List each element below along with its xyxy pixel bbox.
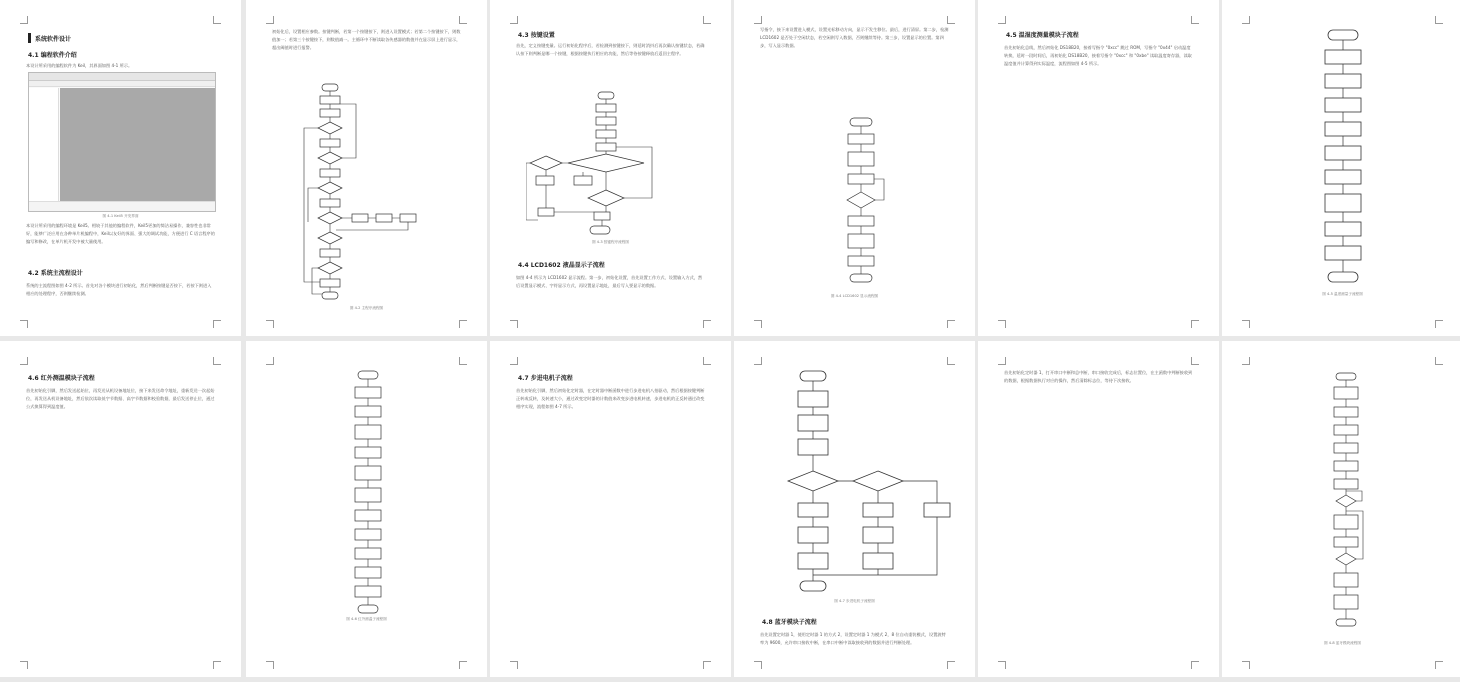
- chapter-heading: 系统软件设计: [35, 36, 72, 43]
- corner-mark: [266, 320, 274, 328]
- body-text: 首先初始化引脚，然后初始化定时器，在定时器中断函数中进行步进电机八拍驱动，然后根据按键判断正转或反转，及转速大小，通过改变定时器的计数值来改变步进电机转速，步进电机的正反转通过改变相序实现，流程如图 4-7 所示。: [516, 388, 705, 409]
- document-page-12[interactable]: [1222, 341, 1460, 677]
- lcd-flowchart-svg: [834, 116, 894, 296]
- document-page-6[interactable]: [1222, 0, 1460, 336]
- corner-mark: [998, 357, 1006, 365]
- corner-mark: [703, 661, 711, 669]
- temp-flowchart-svg: [1318, 28, 1368, 290]
- screenshot-statusbar: [29, 201, 215, 211]
- corner-mark: [947, 320, 955, 328]
- ir-flowchart: [350, 369, 386, 617]
- corner-mark: [20, 357, 28, 365]
- corner-mark: [1242, 16, 1250, 24]
- document-page-2[interactable]: [246, 0, 487, 336]
- corner-mark: [1435, 661, 1443, 669]
- figure-caption: 图 4-1 Keil5 开发界面: [102, 214, 139, 218]
- keil-screenshot: [28, 72, 216, 212]
- corner-mark: [947, 357, 955, 365]
- corner-mark: [1242, 357, 1250, 365]
- body-text: 写指令，接下来设置进入模式，设置光标移动方向，显示不发生移位。最后，进行清屏。第二步，检测 LCD1602 是否处于空闲状态，若空闲则写入数据，否则继续等待。第三步，设置显示的位置。第四步，写入显示数据。: [760, 27, 949, 48]
- heading-marker: [28, 33, 31, 43]
- main-flowchart: [296, 82, 436, 302]
- document-page-10[interactable]: [734, 341, 975, 677]
- document-page-3[interactable]: [490, 0, 731, 336]
- figure-caption: 图 4-6 红外测温子流程图: [346, 617, 387, 621]
- section-heading: 4.1 编程软件介绍: [28, 52, 77, 59]
- corner-mark: [754, 16, 762, 24]
- corner-mark: [998, 16, 1006, 24]
- corner-mark: [1435, 16, 1443, 24]
- corner-mark: [459, 16, 467, 24]
- corner-mark: [266, 357, 274, 365]
- corner-mark: [459, 357, 467, 365]
- corner-mark: [459, 320, 467, 328]
- corner-mark: [510, 357, 518, 365]
- corner-mark: [1435, 357, 1443, 365]
- corner-mark: [213, 16, 221, 24]
- body-text: 初始化后，设置相应参数。按键判断，若第一个按键按下，则进入设置模式；若第二个按键按下，则数值加一；若第三个按键按下，则数值减一。主循环中不断读取各传感器的数值并在显示屏上进行显示，超出阈值时进行报警。: [272, 29, 461, 50]
- screenshot-editor-area: [60, 88, 215, 201]
- corner-mark: [1191, 357, 1199, 365]
- body-text: 首先初始化引脚，然后发送起始位，再发送从机设备地址位，接下来发送命令地址，重新发送一次起始位，再发送从机设备地址，然后依次读取低字节数据、高字节数据和校验数据，最后发送停止位，通过公式换算得到温度值。: [26, 388, 215, 409]
- section-heading: 4.5 温湿度测量模块子流程: [1006, 32, 1079, 39]
- section-heading: 4.3 按键设置: [518, 32, 555, 39]
- section-heading: 4.4 LCD1602 液晶显示子流程: [518, 262, 605, 269]
- temp-flowchart: [1318, 28, 1368, 290]
- document-page-9[interactable]: [490, 341, 731, 677]
- corner-mark: [1242, 661, 1250, 669]
- document-page-11[interactable]: [978, 341, 1219, 677]
- key-flowchart-svg: [526, 90, 696, 240]
- corner-mark: [754, 357, 762, 365]
- screenshot-project-pane: [29, 88, 59, 201]
- figure-caption: 图 4-5 温度测量子流程图: [1322, 292, 1363, 296]
- corner-mark: [703, 357, 711, 365]
- corner-mark: [20, 661, 28, 669]
- corner-mark: [703, 16, 711, 24]
- body-text: 首先初始化定时器 1，打开串口中断和总中断，串口接收完成后，标志位置位，在主函数中判断接收到的数据，根据数据执行对应的操作，然后清除标志位，等待下次接收。: [1004, 370, 1193, 383]
- body-text: 本设计所采用的编程环境是 Keil5。相较于其他的编程软件，Keil5更加的简洁易操作，兼容性也非常好，能够广泛应用在各种单片机编程中，Keil以友好的界面、强大的调试功能，方便进行 C 语言程序的编写和修改，在单片机开发中被大量使用。: [26, 223, 215, 244]
- bluetooth-flowchart-svg: [1326, 371, 1366, 637]
- intro-text: 本设计所采用的编程软件为 Keil，其界面如图 4-1 所示。: [26, 63, 133, 68]
- corner-mark: [1435, 320, 1443, 328]
- corner-mark: [1191, 320, 1199, 328]
- section-heading: 4.8 蓝牙模块子流程: [762, 619, 817, 626]
- body-text: 首先初始化总线，然后初始化 DS18B20，接着写指令 "0xcc" 跳过 ROM，写指令 "0x44" 启动温度转换，延时一段时间后，再初始化 DS18B20，接着写指令 "0xcc" 和 "0xbe" 读取温度寄存器，读取温度值并计算得到实际温度，流程图如图 4-5 所示。: [1004, 45, 1192, 66]
- figure-caption: 图 4-7 步进电机子流程图: [834, 599, 875, 603]
- corner-mark: [213, 661, 221, 669]
- lcd-flowchart: [834, 116, 894, 296]
- body-text: 如图 4-4 所示为 LCD1602 显示流程。第一步，初始化设置，首先设置工作方式、设置输入方式，然后设置显示模式、字符显示方式，再设置显示地址，最后写入要显示的数据。: [516, 275, 703, 288]
- section-heading: 4.6 红外测温模块子流程: [28, 375, 95, 382]
- corner-mark: [459, 661, 467, 669]
- corner-mark: [510, 16, 518, 24]
- corner-mark: [998, 320, 1006, 328]
- corner-mark: [213, 357, 221, 365]
- document-page-5[interactable]: [978, 0, 1219, 336]
- figure-caption: 图 4-4 LCD1602 显示流程图: [830, 294, 879, 298]
- screenshot-toolbar: [29, 81, 215, 87]
- document-page-7[interactable]: [0, 341, 241, 677]
- section-heading: 4.2 系统主流程设计: [28, 270, 83, 277]
- figure-caption: 图 4-2 主程序流程图: [349, 306, 384, 310]
- corner-mark: [947, 16, 955, 24]
- corner-mark: [1191, 661, 1199, 669]
- corner-mark: [266, 661, 274, 669]
- document-page-8[interactable]: [246, 341, 487, 677]
- corner-mark: [20, 16, 28, 24]
- section-heading: 4.7 步进电机子流程: [518, 375, 573, 382]
- main-flowchart-svg: [296, 82, 436, 302]
- bluetooth-flowchart: [1326, 371, 1366, 637]
- corner-mark: [1191, 16, 1199, 24]
- corner-mark: [754, 320, 762, 328]
- document-page-4[interactable]: [734, 0, 975, 336]
- screenshot-menubar: [29, 73, 215, 81]
- figure-caption: 图 4-8 蓝牙模块流程图: [1324, 641, 1361, 645]
- ir-flowchart-svg: [350, 369, 386, 617]
- body-text: 首先设置定时器 1，使用定时器 1 的方式 2，设置定时器 1 为模式 2，8 位自动重装模式，设置波特率为 9600，允许串口接收中断，在串口中断中读取接收到的数据并进行判断处理。: [760, 632, 946, 645]
- corner-mark: [510, 661, 518, 669]
- stepper-flowchart-svg: [758, 369, 958, 599]
- corner-mark: [1242, 320, 1250, 328]
- body-text: 首先，定义按键变量。运行初始化程序后，若检测到按键按下，则延时消抖后再次确认按键状态，若确认按下则判断是哪一个按键，根据按键执行相应的功能，然后等待按键释放后返回主程序。: [516, 43, 705, 56]
- key-flowchart: [526, 90, 696, 240]
- figure-caption: 图 4-3 按键程序流程图: [592, 240, 629, 244]
- body-text: 系统的主流程图如图 4-2 所示。首先对各个模块进行初始化，然后判断按键是否按下，若按下则进入相应的处理程序，否则继续检测。: [26, 283, 212, 296]
- document-page-1[interactable]: [0, 0, 241, 336]
- stepper-flowchart: [758, 369, 958, 599]
- corner-mark: [266, 16, 274, 24]
- corner-mark: [998, 661, 1006, 669]
